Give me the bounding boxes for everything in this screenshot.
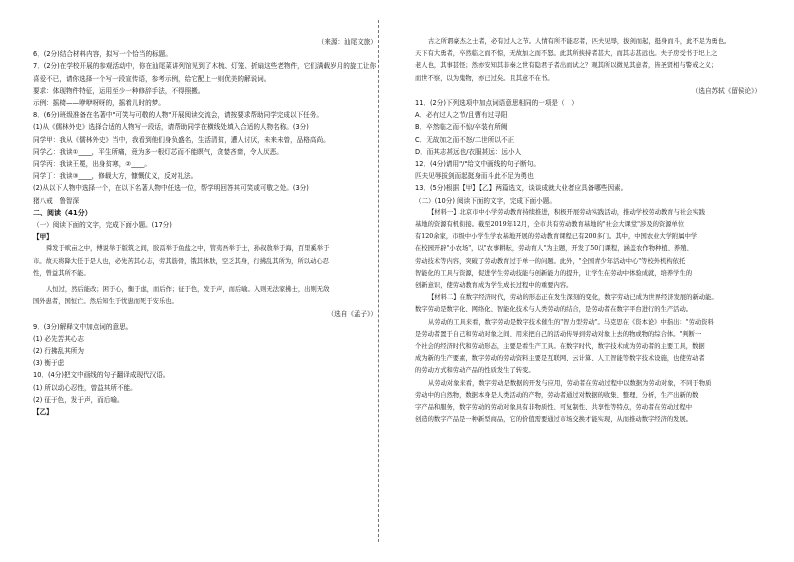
- left-column: [33, 36, 377, 418]
- subsection-1: （一）阅读下面的文字，完成下面小题。(17分): [33, 221, 172, 230]
- question-10: [33, 369, 377, 406]
- material-2: [415, 292, 761, 426]
- passage-line: 老人也，其事甚怪；然亦安知其非秦之世有隐君子者出而试之？观其所以微见其意者，皆圣贤相与警戒之义；: [415, 62, 718, 70]
- question-9-line: 9．(3分)解释文中加点词的意思。: [33, 322, 133, 331]
- question-11-options: [415, 109, 761, 158]
- question-7: [33, 60, 377, 109]
- material-line: 在校园开辟"小农场"，以"农事耕耘，劳动育人"为主题，开发了50门课程，涵盖农作物种植、养殖、: [415, 245, 693, 253]
- question-8: [33, 109, 377, 207]
- question-13: 13．(5分)根据【甲】【乙】两篇选文，谈谈成就大业者应具备哪些因素。: [415, 184, 628, 193]
- section-title: 二、阅读（41分）: [33, 208, 92, 217]
- question-9-item: (1) 必先苦其心志: [33, 334, 84, 343]
- question-8-line: 同学甲：我从《儒林外史》当中，我看到他们身负盛名，生活清贫，遭人讨厌，未来未曾，品格高尚。: [33, 135, 330, 144]
- material-line: 是劳动者置于自己和劳动对象之间、用来把自己的活动传导到劳动对象上去的物或物的综合体。"判断一: [415, 330, 702, 338]
- passage-line: 性，曾益其所不能。: [33, 269, 90, 277]
- option-d: D．而其志甚远也/衣服甚远：远小人: [415, 147, 522, 156]
- question-8-line: 同学乙：我读①____，平生所痛，竟为多一根灯芯而不能瞑气，贪婪吝啬，令人厌恶。: [33, 147, 283, 156]
- passage-line: 而世不察，以为鬼物，亦已过矣。且其意不在书。: [415, 74, 554, 82]
- material-1: [415, 207, 761, 292]
- passage-yi: [415, 36, 761, 85]
- option-a: A．必有过人之节/且曹有过寻阳: [415, 111, 508, 120]
- right-column: [415, 36, 761, 427]
- material-line: 从劳动对象来看，数字劳动是数据的开发与应用，劳动者在劳动过程中以数据为劳动对象，不同于物质: [428, 379, 712, 387]
- passage-line: 古之所谓豪杰之士者，必有过人之节。人情有所不能忍者，匹夫见辱，拔剑而起，挺身而斗，此不足为勇也。: [428, 38, 731, 45]
- material-line: 劳动中的自然物，数据本身是人类活动的产物，劳动者通过对数据的收集、整理、分析，生产出新的数: [415, 391, 699, 399]
- material-line: 创造的数字产品是一种新型商品，它的价值需要通过市场交换才能实现，从而推动数字经济的发展。: [415, 416, 693, 424]
- source-mengzi: （选自《孟子》）: [327, 310, 377, 319]
- question-12: [415, 158, 761, 182]
- question-8-line: 8．(6分)班级准备在名著中"可笑与可敬的人物"开展阅读交流会，请按要求帮助同学完成以下任务。: [33, 111, 323, 120]
- passage-line: 舜发于畎亩之中，傅说举于版筑之间，胶鬲举于鱼盐之中，管夷吾举于士，孙叔敖举于海，百里奚举于: [46, 245, 330, 253]
- question-8-line: (1)从《儒林外史》选择合适的人物写一段话，请帮助同学在横线处填入合适的人物名称。(3分): [33, 123, 309, 132]
- material-line: 劳动技术等内容，突破了劳动教育过于单一的问题。此外，"全国青少年活动中心"等校外机构依托: [415, 257, 686, 265]
- question-7-line: 要求：体现物件特征，运用至少一种修辞手法，不得照搬。: [33, 86, 205, 95]
- question-10-line: 10．(4分)把文中画线的句子翻译成现代汉语。: [33, 371, 170, 380]
- question-7-line: 喜爱不已，请你选择一个写一段宣传语，参考示例，给它配上一则优美的解说词。: [33, 74, 271, 83]
- question-12-line: 12．(4分)请用"/"给文中画线的句子断句。: [415, 160, 540, 169]
- question-9-item: (2) 行拂乱其所为: [33, 347, 84, 356]
- question-8-line: (2)从以下人物中选择一个，在以下名著人物中任选一位，帮学明回答其可笑或可敬之处。(3分): [33, 184, 309, 193]
- character-options: 猪八戒 鲁智深: [33, 196, 80, 205]
- question-8-line: 同学丙：我读王冕，出身贫寒，②____。: [33, 160, 152, 169]
- column-divider: [378, 20, 379, 542]
- material-line: 基地的资源有机衔接。截至2019年12月，全市共有劳动教育基地的"社会大课堂"涉及的资源单位: [415, 221, 685, 229]
- material-line: 【材料一】北京市中小学劳动教育持续推进，积极开展劳动实践活动，推动学校劳动教育与社会实践: [428, 208, 706, 216]
- question-10-item: (2) 征于色，发于声，而后喻。: [33, 395, 124, 404]
- material-line: 成为新的生产要素，数字劳动的劳动资料主要是互联网、云计算、人工智能等数字技术设施，也使劳动者: [415, 355, 705, 363]
- question-7-line: 7．(2分)在学校开展的参观活动中，你在汕尾菜讲列馆见到了木梳、灯笼、折扇这些老物件，它们满载岁月的旋工让你: [33, 62, 377, 71]
- question-8-line: 同学丁：我读③____，修载大方，慷慨仗义，反对礼法。: [33, 172, 198, 181]
- passage-line: 国外患者，国恒亡。然后知生于忧患而死于安乐也。: [33, 298, 178, 306]
- material-line: 的劳动方式和劳动产品的性质发生了转变。: [415, 367, 535, 375]
- subsection-2: （二）(10分) 阅读下面的文字，完成下面小题。: [415, 196, 556, 205]
- option-c: C．无故加之而不怒/二世所以不正: [415, 135, 515, 144]
- passage-yi-label: 【乙】: [33, 408, 53, 417]
- material-line: 个社会的经济时代和劳动形态，主要是看生产工具。在数字时代，数字技术成为劳动者的主要工具，数据: [415, 343, 705, 351]
- material-line: 字产品和服务，数字劳动的劳动对象具有非物质性、可复制性、共享性等特点，劳动者在劳动过程中: [415, 404, 693, 412]
- material-line: 从劳动的工具来看，数字劳动是数字技术催生的"智力型劳动"。马克思在《资本论》中指出："劳动资料: [428, 318, 714, 326]
- passage-jia-label: 【甲】: [33, 233, 53, 242]
- source-liuhou: （选自苏轼《留侯论》）: [691, 86, 761, 95]
- material-line: 数字劳动是数字化、网络化、智能化技术与人类劳动的结合，是劳动者在数字平台进行的生产活动。: [415, 306, 693, 314]
- question-9-item: (3) 衡于虑: [33, 359, 65, 368]
- passage-jia: [33, 243, 377, 308]
- question-11: 11．(2分)下列选项中加点词语意思相同的一项是（ ）: [415, 99, 578, 108]
- question-6: 6．(2分)结合材料内容，拟写一个恰当的标题。: [33, 50, 172, 59]
- material-line: 【材料二】在数字经济时代，劳动的形态正在发生深刻的变化，数字劳动已成为世界经济发展的新动能。: [428, 294, 718, 302]
- source-note: （来源：汕尾文旅）: [317, 38, 377, 46]
- material-line: 创新意识，使劳动教育成为学生成长过程中的重要内容。: [415, 282, 573, 290]
- passage-line: 人恒过，然后能改；困于心，衡于虑，而后作；征于色，发于声，而后喻。入则无法家拂士，出则无敌: [46, 286, 330, 294]
- question-7-line: 示例：摇椅——咿咿呀呀的，摇着儿时的梦。: [33, 99, 165, 108]
- question-10-item: (1) 所以动心忍性，曾益其所不能。: [33, 383, 137, 392]
- material-line: 智能化的工具与资源，促进学生劳动技能与创新能力的提升，让学生在劳动中体验成就，培养学生的: [415, 269, 693, 277]
- option-b: B．卒然临之而不惊/卒装有所阙: [415, 123, 508, 132]
- question-12-sentence: 匹夫见辱拔剑而起挺身而斗此不足为勇也: [415, 172, 534, 181]
- passage-line: 天下有大勇者，卒然临之而不惊，无故加之而不怒。此其所挟持者甚大，而其志甚远也。夫子房受书于圯上之: [415, 50, 718, 58]
- question-9: [33, 321, 377, 370]
- material-line: 有120余家，市级中小学生学农基地开展的劳动教育课程已有200多门。其中，中国农业大学附属中学: [415, 233, 698, 241]
- passage-line: 市。故天将降大任于是人也，必先苦其心志，劳其筋骨，饿其体肤，空乏其身，行拂乱其所为，所以动心忍: [33, 257, 329, 265]
